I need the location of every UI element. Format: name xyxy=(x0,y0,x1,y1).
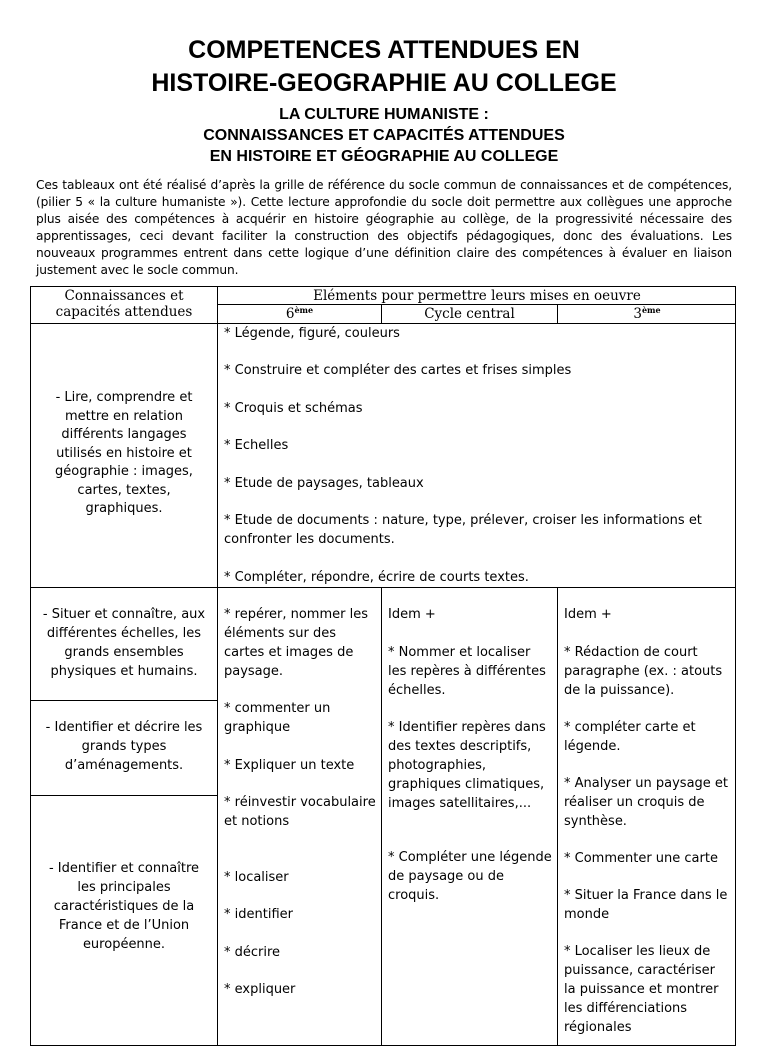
row1-item: * Croquis et schémas xyxy=(224,401,363,416)
central-item: * Nommer et localiser les repères à différentes échelles. xyxy=(388,645,546,698)
header-knowledge xyxy=(31,288,217,320)
level-6-number: 6 xyxy=(285,306,295,322)
level-3-number: 3 xyxy=(633,306,642,322)
row1-item: * Compléter, répondre, écrire de courts textes. xyxy=(224,570,529,585)
col6-item: * identifier xyxy=(224,907,293,922)
subtitle xyxy=(0,104,768,167)
level-3-suffix: ème xyxy=(641,305,661,315)
col3-item: * Rédaction de court paragraphe (ex. : atouts de la puissance). xyxy=(564,645,723,698)
row1-label: - Lire, comprendre et mettre en relation différents langages utilisés en histoire et géographie : images, cartes, textes, graphiques. xyxy=(55,390,193,516)
col6-item: * réinvestir vocabulaire et notions xyxy=(224,795,376,829)
header-knowledge-line2: capacités attendues xyxy=(55,304,193,320)
col6-item: * localiser xyxy=(224,870,289,885)
col3-item: * Commenter une carte xyxy=(564,851,718,866)
main-title xyxy=(0,34,768,100)
row1-item: * Etude de paysages, tableaux xyxy=(224,476,424,491)
row1-item: * Etude de documents : nature, type, prélever, croiser les informations et confronter les documents. xyxy=(224,513,702,547)
col6-item: * Expliquer un texte xyxy=(224,758,355,773)
row4-label: - Identifier et connaître les principales caractéristiques de la France et de l’Union européenne. xyxy=(48,861,200,952)
subtitle-line2: CONNAISSANCES ET CAPACITÉS ATTENDUES xyxy=(203,127,565,144)
col3-item: * Localiser les lieux de puissance, caractériser la puissance et montrer les différenciations régionales xyxy=(564,944,719,1035)
header-level-central: Cycle central xyxy=(424,306,515,322)
main-title-line2: HISTOIRE-GEOGRAPHIE AU COLLEGE xyxy=(151,69,617,97)
col6-item: * repérer, nommer les éléments sur des cartes et images de paysage. xyxy=(224,607,368,679)
row1-item: * Echelles xyxy=(224,438,289,453)
row1-item: * Construire et compléter des cartes et frises simples xyxy=(224,363,572,378)
central-item: * Compléter une légende de paysage ou de croquis. xyxy=(388,850,552,903)
col6-item: * décrire xyxy=(224,945,281,960)
header-level-6eme xyxy=(218,306,381,322)
subtitle-line3: EN HISTOIRE ET GÉOGRAPHIE AU COLLEGE xyxy=(209,148,559,165)
col6-item: * expliquer xyxy=(224,982,296,997)
header-knowledge-line1: Connaissances et xyxy=(64,288,184,304)
central-item: * Identifier repères dans des textes descriptifs, photographies, graphiques climatiques, images satellitaires,... xyxy=(388,720,546,811)
col3-item: * Situer la France dans le monde xyxy=(564,888,728,922)
level-6-suffix: ème xyxy=(294,305,314,315)
header-elements: Eléments pour permettre leurs mises en oeuvre xyxy=(313,288,641,304)
header-level-3eme xyxy=(558,306,736,322)
col3-item: Idem + xyxy=(564,607,612,622)
col3-item: * Analyser un paysage et réaliser un croquis de synthèse. xyxy=(564,776,729,829)
col6-item: * commenter un graphique xyxy=(224,701,331,735)
intro-paragraph: Ces tableaux ont été réalisé d’après la grille de référence du socle commun de connaissances et de compétences, (pilier 5 « la culture humaniste »). Cette lecture approfondie du socle doit permettre aux collègues une approche plus aisée des compétences à acquérir en histoire géographie au collège, de la progressivité nécessaire des apprentissages, ceci devant faciliter la construction des objectifs pédagogiques, donc des évaluations. Les nouveaux programmes entrent dans cette logique d’une définition claire des compétences à évaluer en liaison justement avec le socle commun. xyxy=(36,178,732,277)
col3-item: * compléter carte et légende. xyxy=(564,720,696,754)
subtitle-line1: LA CULTURE HUMANISTE : xyxy=(279,106,489,123)
row3-label: - Identifier et décrire les grands types d’aménagements. xyxy=(45,720,203,773)
row2-label: - Situer et connaître, aux différentes échelles, les grands ensembles physiques et humains. xyxy=(42,607,206,679)
row1-item: * Légende, figuré, couleurs xyxy=(224,326,400,341)
central-item: Idem + xyxy=(388,607,436,622)
main-title-line1: COMPETENCES ATTENDUES EN xyxy=(188,36,580,64)
